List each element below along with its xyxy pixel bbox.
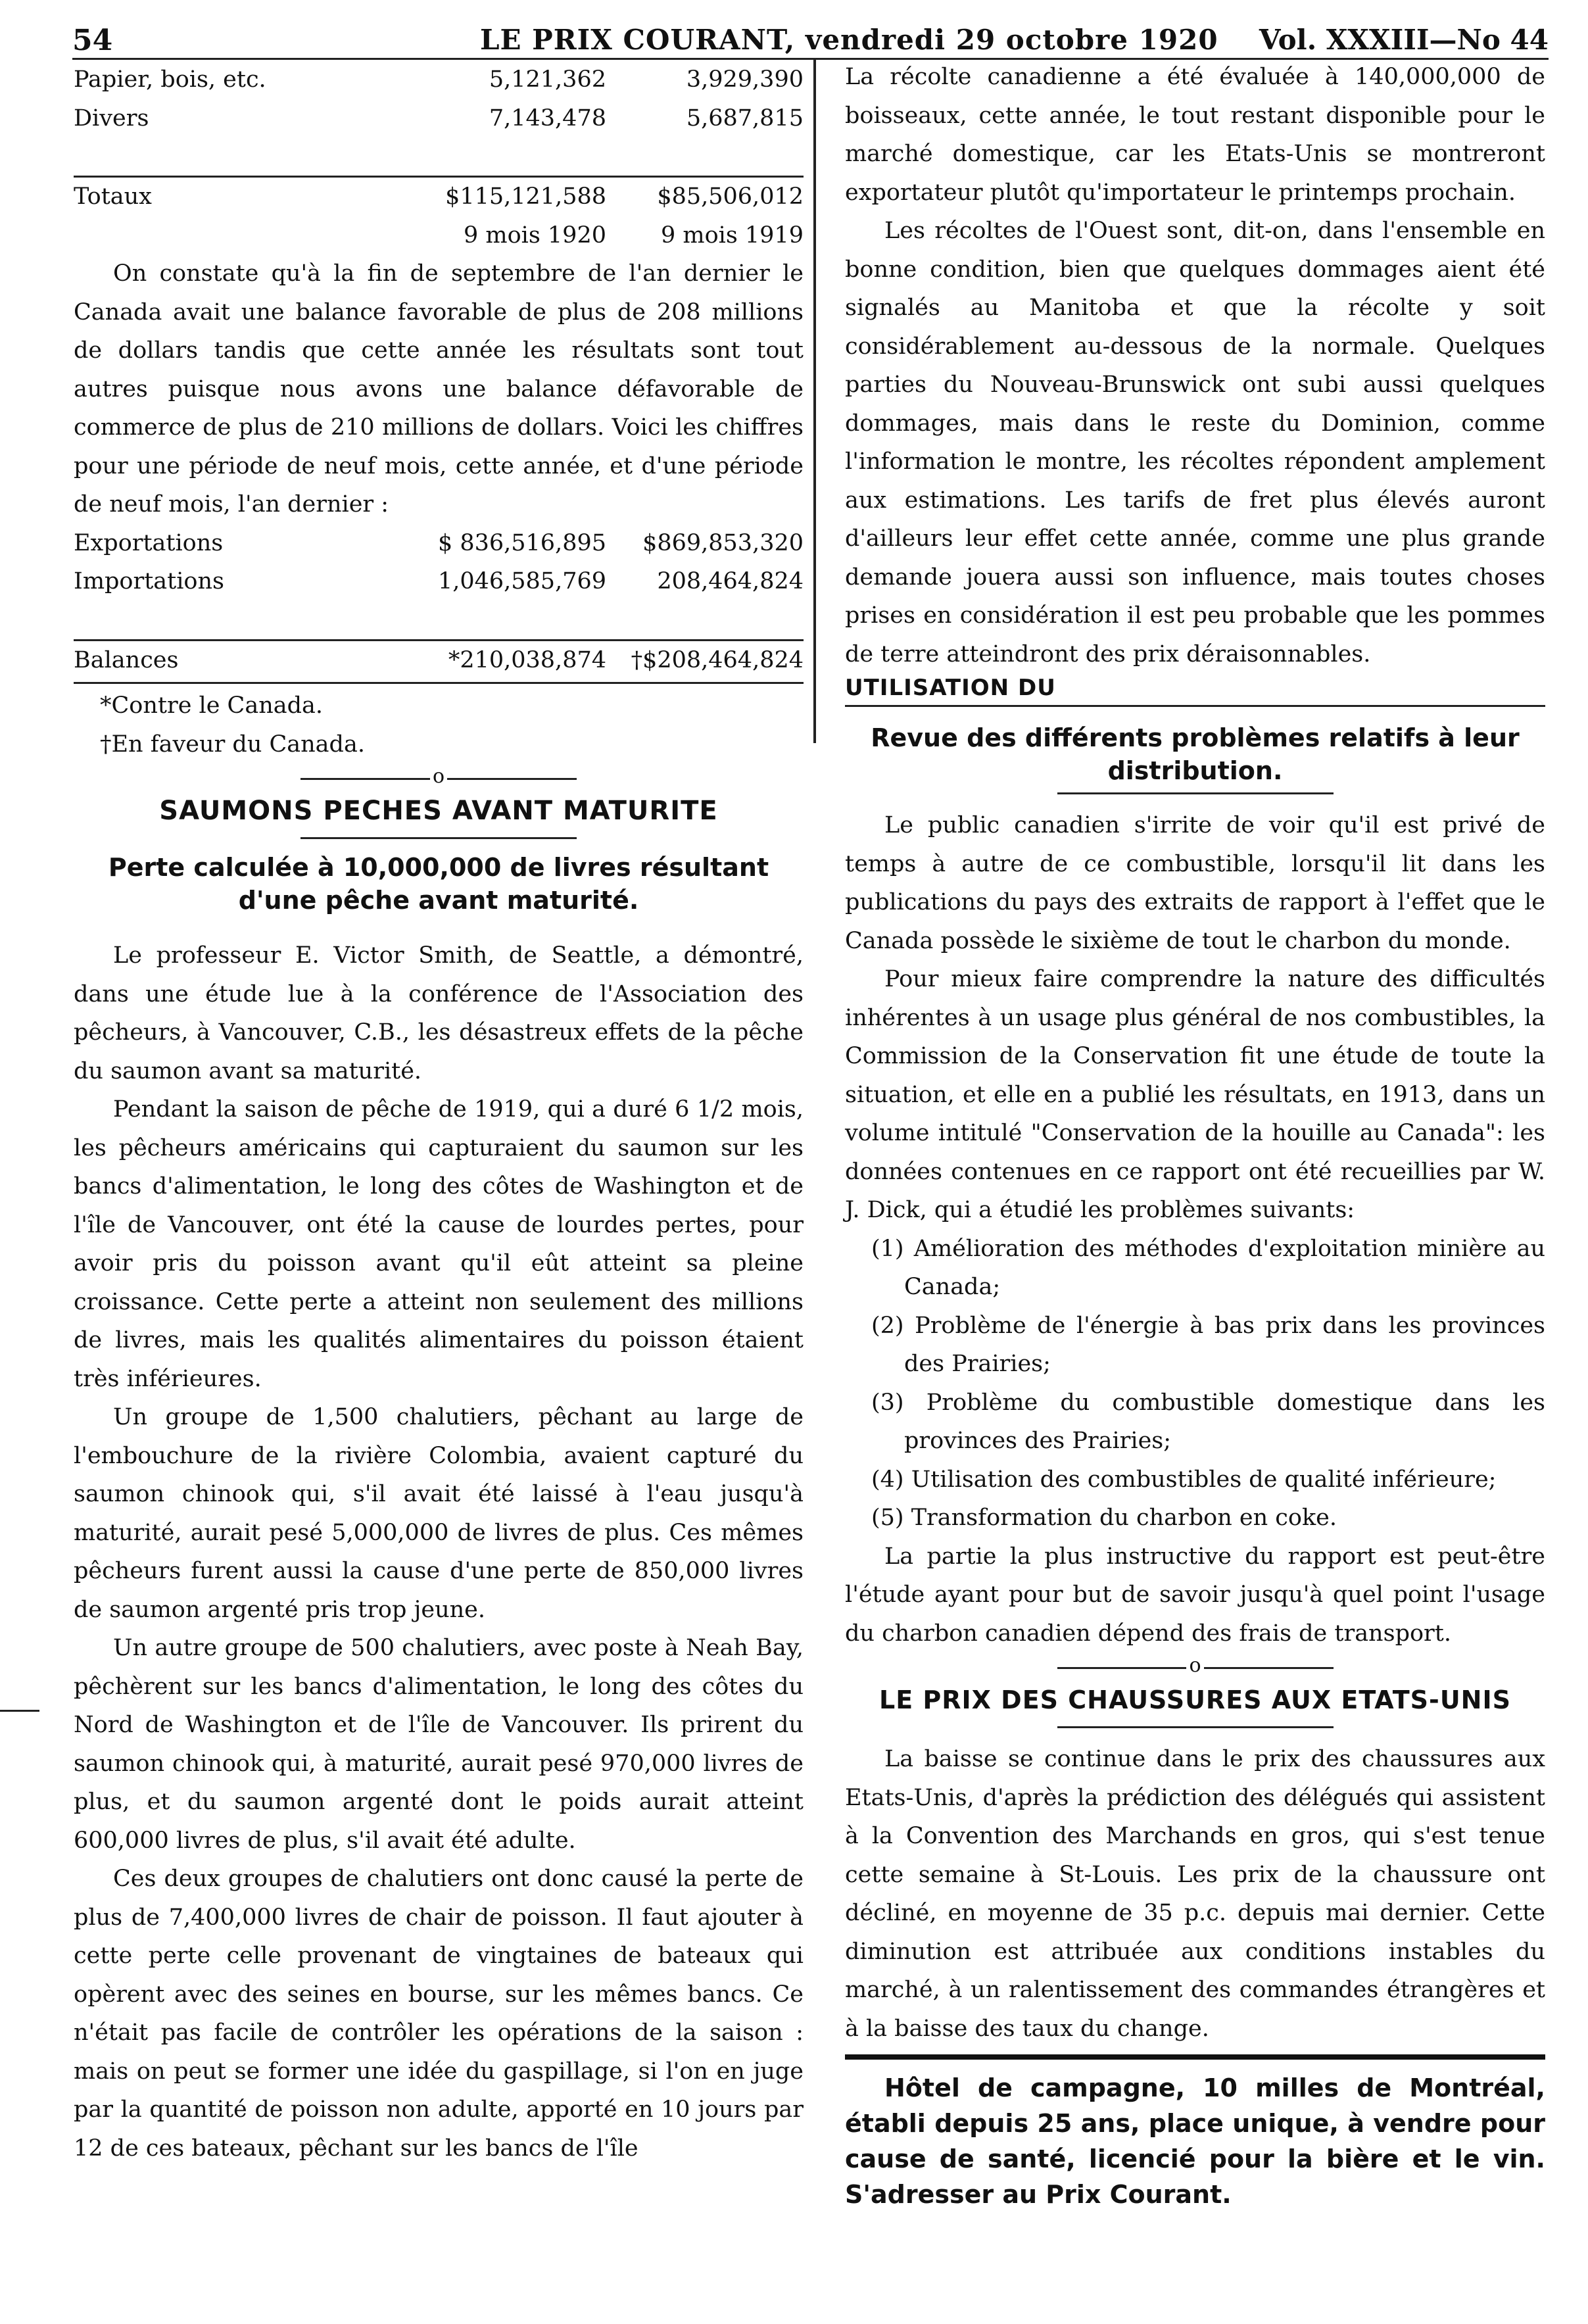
row-value: 5,687,815 bbox=[686, 105, 804, 132]
potato-paragraph: La récolte canadienne a été évaluée à 140,000,000 de boisseaux, cette année, le tout restant disponible pour le marché domestique, car les Etats-Unis se montreront exportateur plutôt qu'importateur le printemps prochain. bbox=[845, 64, 1545, 206]
row-value: 3,929,390 bbox=[686, 66, 804, 93]
volume-number: Vol. XXXIII—No 44 bbox=[1259, 24, 1549, 56]
title-rule bbox=[1057, 792, 1334, 794]
shoes-paragraph: La baisse se continue dans le prix des chaussures aux Etats-Unis, d'après la prédiction des délégués qui assistent à la Convention des Marchands en gros, qui s'est tenue cette semaine à St-Louis. Les prix de la chaussure ont décliné, en moyenne de 35 p.c. depuis mai dernier. Cette diminution est attribuée aux conditions instables du marché, à un ralentissement des commandes étrangères et à la baisse des taux du change. bbox=[845, 1746, 1545, 2042]
coal-paragraph: Le public canadien s'irrite de voir qu'il est privé de temps à autre de ce combustible, lorsqu'il lit dans les publications du pays des extraits de rapport à l'effet que le Canada possède le sixième de tout le charbon du monde. bbox=[845, 812, 1545, 954]
right-column bbox=[845, 58, 1545, 2212]
salmon-paragraph: Le professeur E. Victor Smith, de Seattle, a démontré, dans une étude lue à la conférence de l'Association des pêcheurs, à Vancouver, C.B., les désastreux effets de la pêche du saumon avant sa maturité. bbox=[74, 942, 804, 1084]
table-row bbox=[74, 61, 804, 99]
left-column bbox=[74, 61, 804, 2167]
balances-row bbox=[74, 640, 804, 679]
table-row bbox=[74, 99, 804, 138]
section-separator: o bbox=[845, 1653, 1545, 1679]
section-separator: o bbox=[74, 763, 804, 790]
trade-table-top bbox=[74, 61, 804, 254]
period-label: 9 mois 1919 bbox=[660, 222, 804, 249]
title-rule bbox=[1057, 1726, 1334, 1728]
balances-label: Balances bbox=[74, 640, 416, 679]
list-item: (2) Problème de l'énergie à bas prix dans les provinces des Prairies; bbox=[871, 1312, 1545, 1377]
totals-label: Totaux bbox=[74, 177, 416, 216]
page-header bbox=[72, 18, 1549, 60]
row-value: 7,143,478 bbox=[489, 105, 606, 132]
period-row bbox=[74, 216, 804, 255]
section-rule bbox=[845, 705, 1545, 707]
row-label: Papier, bois, etc. bbox=[74, 66, 266, 93]
row-value: $869,853,320 bbox=[642, 529, 804, 556]
list-item: (1) Amélioration des méthodes d'exploitation minière au Canada; bbox=[871, 1235, 1545, 1300]
salmon-article-subtitle: Perte calculée à 10,000,000 de livres résultant d'une pêche avant maturité. bbox=[108, 853, 769, 915]
totals-row bbox=[74, 177, 804, 216]
salmon-paragraph: Un autre groupe de 500 chalutiers, avec poste à Neah Bay, pêchèrent sur les bancs d'alimentation, le long des côtes du Nord de Washington et de l'île de Vancouver. Ils prirent du saumon chinook qui, à maturité, aurait pesé 970,000 livres de plus, et du saumon argenté dont le poids aurait atteint 600,000 livres de plus, s'il avait été adulte. bbox=[74, 1635, 804, 1854]
row-label: Exportations bbox=[74, 529, 224, 556]
salmon-paragraph: Ces deux groupes de chalutiers ont donc causé la perte de plus de 7,400,000 livres de chair de poisson. Il faut ajouter à cette perte celle provenant de vingtaines de bateaux qui opèrent avec des seines en bourse, sur les mêmes bancs. Ce n'était pas facile de contrôler les opérations de la saison : mais on peut se former une idée du gaspillage, si l'on en juge par la quantité de poisson non adulte, apporté en 10 jours par 12 de ces bateaux, pêchant sur les bancs de l'île bbox=[74, 1866, 804, 2162]
balance-paragraph: On constate qu'à la fin de septembre de l'an dernier le Canada avait une balance favorable de plus de 208 millions de dollars tandis que cette année les résultats sont tout autres puisque nous avons une balance défavorable de commerce de plus de 210 millions de dollars. Voici les chiffres pour une période de neuf mois, cette année, et d'une période de neuf mois, l'an dernier : bbox=[74, 260, 804, 518]
page-number: 54 bbox=[72, 24, 113, 57]
table-row bbox=[74, 524, 804, 563]
footnote-against: *Contre le Canada. bbox=[100, 692, 324, 719]
list-item: (5) Transformation du charbon en coke. bbox=[871, 1505, 1337, 1531]
list-item: (3) Problème du combustible domestique dans les provinces des Prairies; bbox=[871, 1389, 1545, 1454]
trade-table-nine-months bbox=[74, 524, 804, 680]
masthead-date: LE PRIX COURANT, vendredi 29 octobre 1920 bbox=[480, 24, 1218, 56]
row-label: Importations bbox=[74, 568, 224, 594]
salmon-paragraph: Un groupe de 1,500 chalutiers, pêchant au large de l'embouchure de la rivière Colombia, avaient capturé du saumon chinook qui, s'il avait été laissé à l'eau jusqu'à maturité, aurait pesé 5,000,000 de livres de plus. Ces mêmes pêcheurs furent aussi la cause d'une perte de 850,000 livres de saumon argenté pris trop jeune. bbox=[74, 1404, 804, 1623]
totals-value: $115,121,588 bbox=[416, 177, 606, 216]
coal-closing: La partie la plus instructive du rapport est peut-être l'étude ayant pour but de savoir jusqu'à quel point l'usage du charbon canadien dépend des frais de transport. bbox=[845, 1543, 1545, 1647]
table-bottom-rule bbox=[74, 682, 804, 684]
margin-mark bbox=[0, 1710, 39, 1712]
balances-value: *210,038,874 bbox=[416, 640, 606, 679]
coal-paragraph: Pour mieux faire comprendre la nature des difficultés inhérentes à un usage plus général de nos combustibles, la Commission de la Conservation fit une étude de toute la situation, et elle en a publié les résultats, en 1913, dans un volume intitulé "Conservation de la houille au Canada": les données contenues en ce rapport ont été recueillies par W. J. Dick, qui a étudié les problèmes suivants: bbox=[845, 966, 1545, 1223]
title-rule bbox=[301, 837, 577, 839]
footnote-favour: †En faveur du Canada. bbox=[100, 731, 365, 758]
salmon-paragraph: Pendant la saison de pêche de 1919, qui a duré 6 1/2 mois, les pêcheurs américains qui capturaient du saumon sur les bancs d'alimentation, le long des côtes de Washington et de l'île de Vancouver, ont été la cause de lourdes pertes, pour avoir pris du poisson avant qu'il eût atteint sa pleine croissance. Cette perte a atteint non seulement des millions de livres, mais les qualités alimentaires du poisson étaient très inférieures. bbox=[74, 1096, 804, 1392]
row-label: Divers bbox=[74, 105, 149, 132]
coal-article-title: Revue des différents problèmes relatifs à leur distribution. bbox=[871, 723, 1520, 785]
table-row bbox=[74, 562, 804, 601]
cut-heading: UTILISATION DU bbox=[845, 675, 1056, 701]
potato-paragraph: Les récoltes de l'Ouest sont, dit-on, dans l'ensemble en bonne condition, bien que quelques dommages aient été signalés au Manitoba et que la récolte y soit considérablement au-dessous de la normale. Quelques parties du Nouveau-Brunswick ont subi aussi quelques dommages, mais dans le reste du Dominion, comme l'information le montre, les récoltes répondent amplement aux estimations. Les tarifs de fret plus élevés auront d'ailleurs leur effet cette année, comme une plus grande demande jouera aussi son influence, mais toutes choses prises en considération il est peu probable que les pommes de terre atteindront des prix déraisonnables. bbox=[845, 218, 1545, 667]
row-value: 5,121,362 bbox=[489, 66, 606, 93]
row-value: 208,464,824 bbox=[657, 568, 804, 594]
period-label: 9 mois 1920 bbox=[463, 222, 606, 249]
totals-value: $85,506,012 bbox=[606, 177, 804, 216]
classified-ad bbox=[845, 2054, 1545, 2212]
balances-value: †$208,464,824 bbox=[606, 640, 804, 679]
row-value: 1,046,585,769 bbox=[437, 568, 606, 594]
shoes-article-title: LE PRIX DES CHAUSSURES AUX ETATS-UNIS bbox=[878, 1685, 1511, 1714]
ad-text: Hôtel de campagne, 10 milles de Montréal, établi depuis 25 ans, place unique, à vendre pour cause de santé, licencié pour la bière et le vin. S'adresser au Prix Courant. bbox=[845, 2073, 1545, 2209]
column-divider bbox=[813, 59, 816, 743]
salmon-article-title: SAUMONS PECHES AVANT MATURITE bbox=[159, 796, 718, 826]
list-item: (4) Utilisation des combustibles de qualité inférieure; bbox=[871, 1466, 1497, 1493]
row-value: $ 836,516,895 bbox=[437, 529, 606, 556]
